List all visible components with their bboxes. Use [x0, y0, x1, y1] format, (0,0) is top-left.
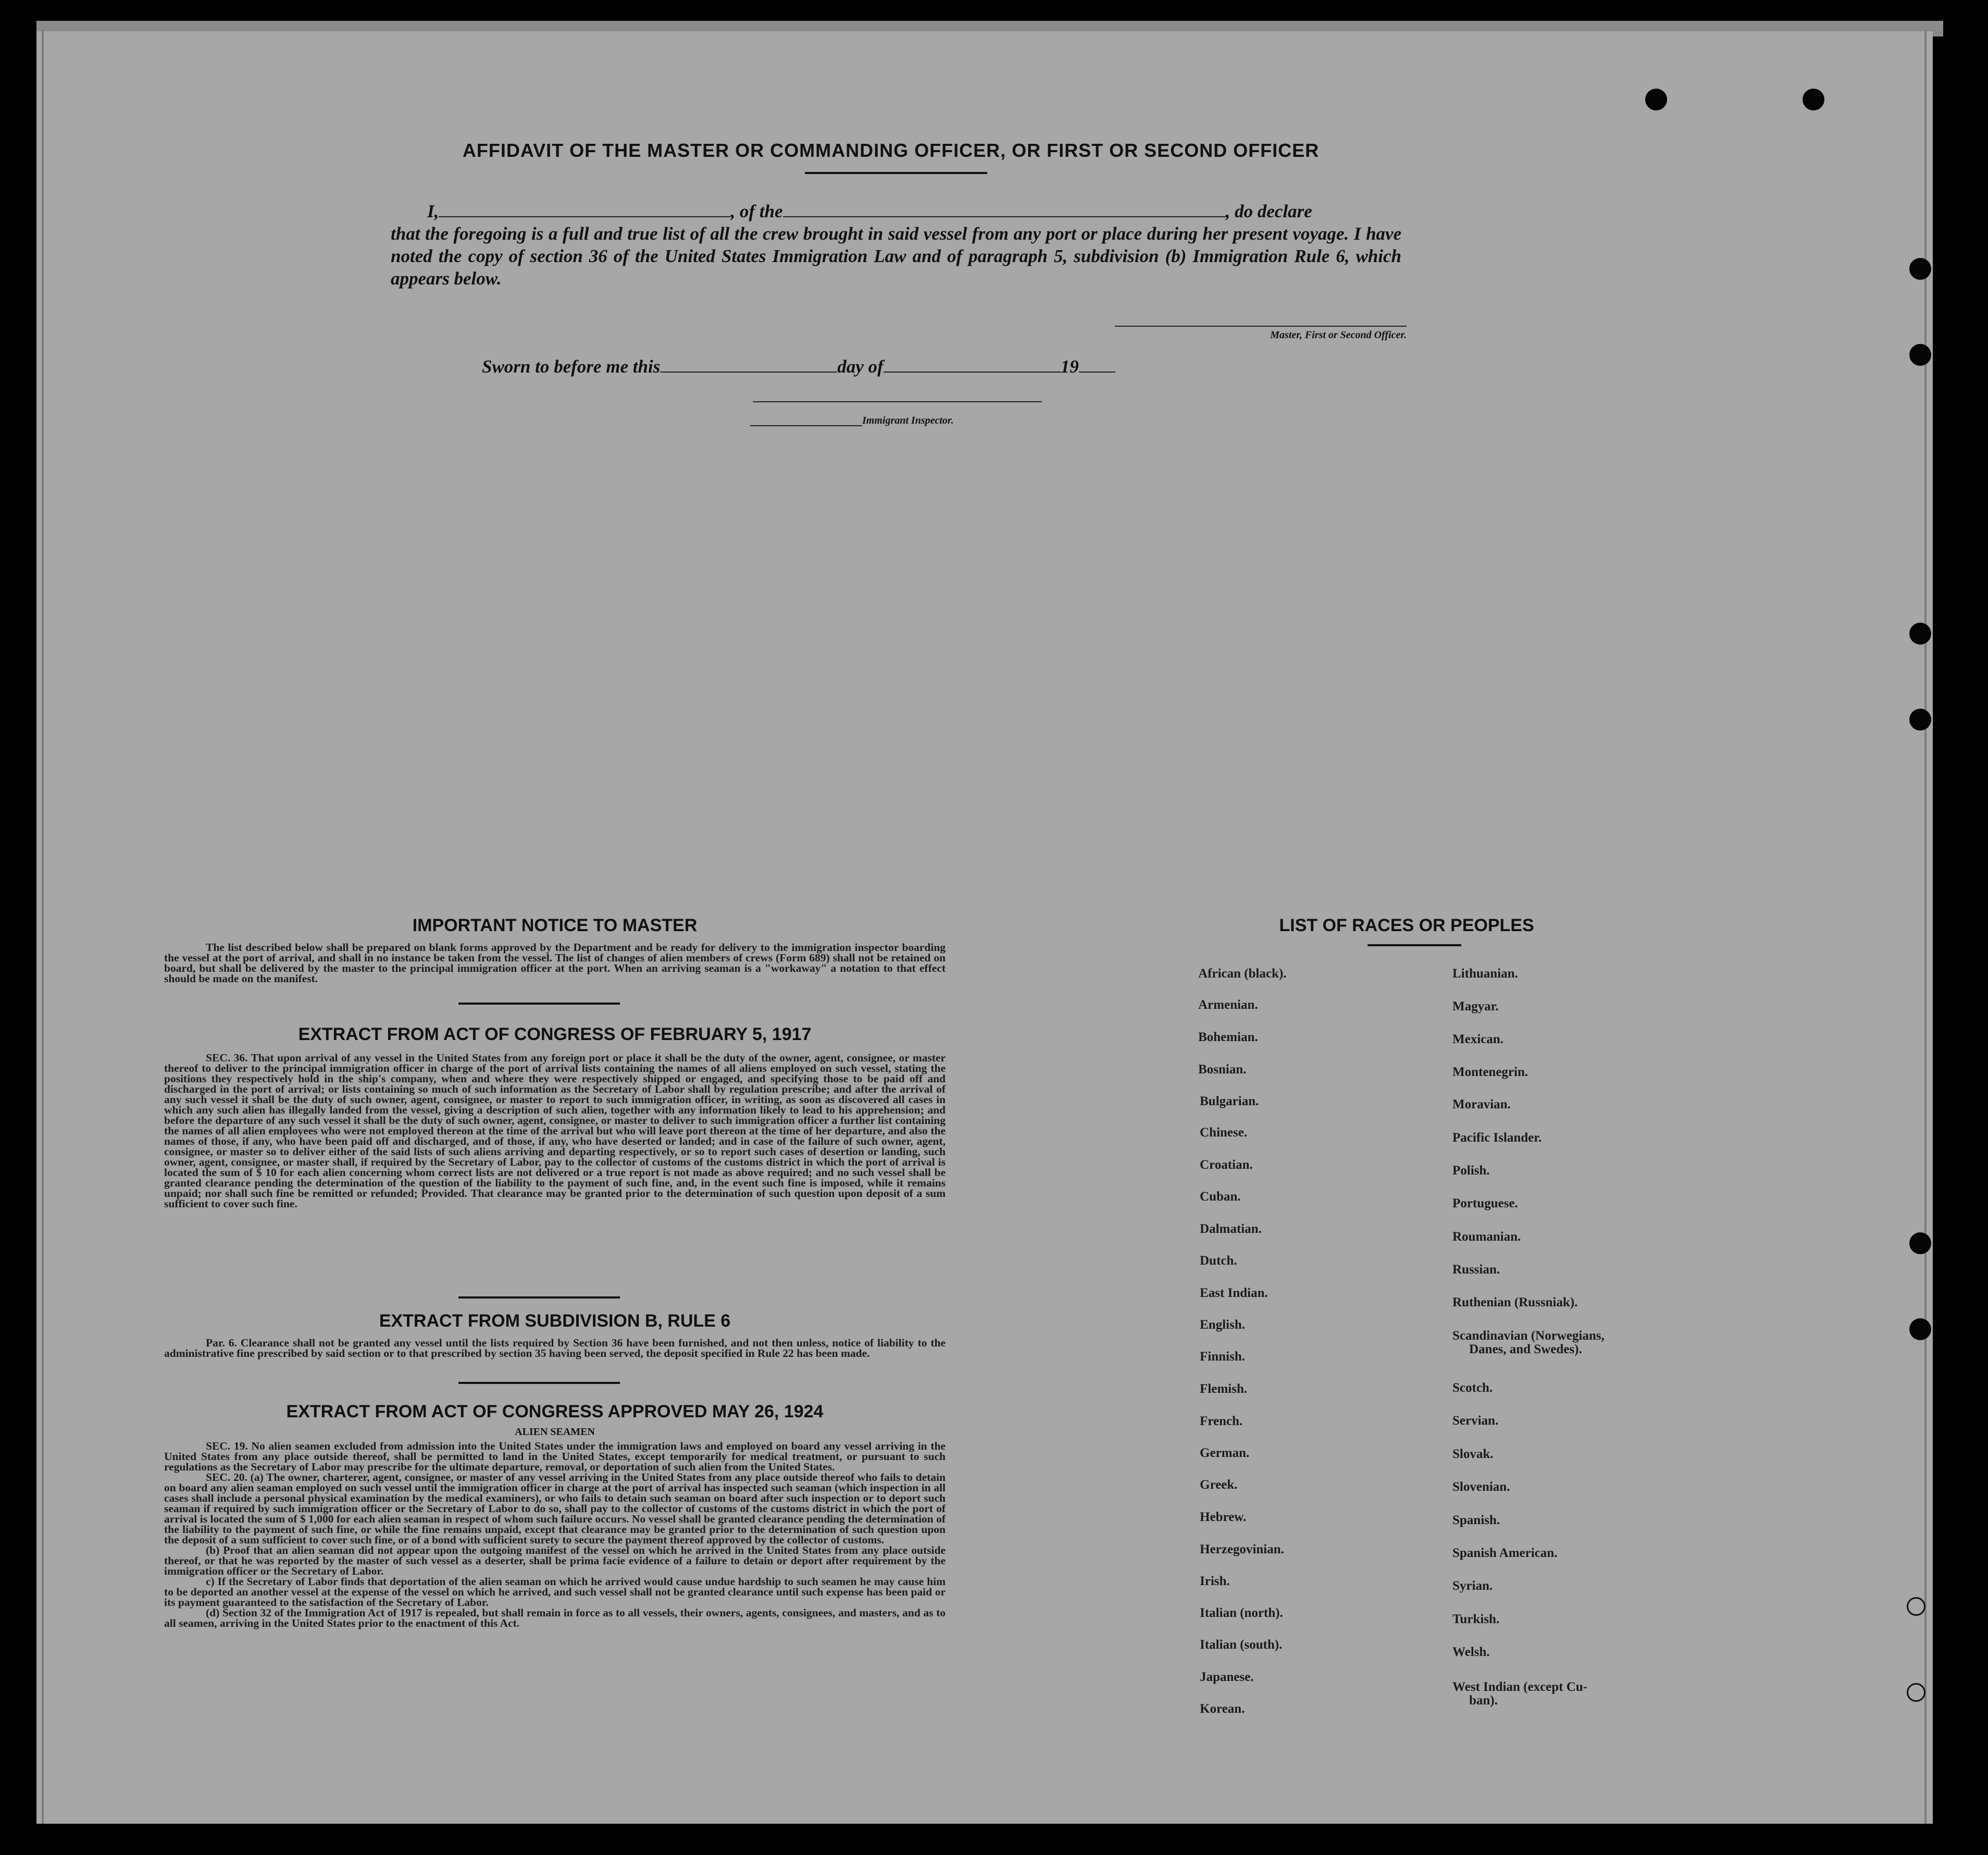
extract-1924-p3: (b) Proof that an alien seaman did not appear upon the outgoing manifest of the vessel on which he arrived in the United States from any place outside thereof, or that he was reported by the master of such vessel as a deserter, shall be prima facie evidence of a failure to detain or deport after requirement by the immigration officer or the Secretary of Labor. — [164, 1544, 946, 1577]
race-item: Scandinavian (Norwegians, — [1452, 1329, 1605, 1343]
sworn-month-blank[interactable] — [884, 358, 1061, 373]
race-item: Magyar. — [1452, 999, 1499, 1013]
race-item: Welsh. — [1452, 1645, 1490, 1659]
race-item: Korean. — [1200, 1702, 1245, 1716]
inspector-caption: Immigrant Inspector. — [862, 415, 954, 426]
page-right-shadow — [1924, 31, 1927, 1824]
punch-hole — [1907, 1597, 1925, 1616]
race-item: Dutch. — [1200, 1254, 1237, 1268]
extract-rule6-text: Par. 6. Clearance shall not be granted any vessel until the lists required by Section 36 have been furnished, and not then unless, notice of liability to the administrative fine prescribed by said section or to that prescribed by section 35 having been served, the deposit specified in Rule 22 has been made. — [164, 1337, 946, 1359]
i-word: I, — [427, 201, 439, 221]
punch-hole — [1909, 623, 1931, 645]
race-item: Italian (north). — [1200, 1606, 1283, 1620]
race-item: Flemish. — [1200, 1382, 1247, 1396]
race-item: Herzegovinian. — [1200, 1542, 1284, 1556]
inspector-line[interactable] — [750, 425, 862, 426]
race-item: Russian. — [1452, 1263, 1500, 1277]
sworn-line — [482, 356, 1115, 377]
race-item: Montenegrin. — [1452, 1065, 1529, 1079]
race-item: Finnish. — [1200, 1350, 1245, 1364]
punch-hole — [1909, 344, 1931, 366]
race-item: English. — [1200, 1318, 1245, 1332]
notice-title: IMPORTANT NOTICE TO MASTER — [412, 916, 698, 935]
extract-1924-subtitle: ALIEN SEAMEN — [515, 1426, 595, 1438]
race-item: French. — [1200, 1414, 1243, 1428]
extract-1917-title: EXTRACT FROM ACT OF CONGRESS OF FEBRUARY 5, 1917 — [298, 1024, 812, 1044]
signature-caption: Master, First or Second Officer. — [1270, 329, 1407, 341]
punch-hole — [1909, 1232, 1931, 1254]
notice-text: The list described below shall be prepared on blank forms approved by the Department and be ready for delivery to the immigration inspector boarding the vessel at the port of arrival, and shall in no instance be taken from the vessel. The list of changes of alien members of crews (Form 689) shall not be retained on board, but shall be delivered by the master to the principal immigration officer at the port. When an arriving seaman is a "workaway" a notation to that effect should be made on the manifest. — [164, 941, 946, 985]
race-item: Lithuanian. — [1452, 967, 1518, 981]
race-item: Chinese. — [1200, 1126, 1247, 1140]
race-item: Servian. — [1452, 1414, 1499, 1428]
page-left-shadow — [42, 31, 44, 1824]
punch-hole — [1909, 1318, 1931, 1340]
of-the: , of the — [730, 201, 783, 221]
extract-1924-p5: (d) Section 32 of the Immigration Act of 1917 is repealed, but shall remain in force as to all vessels, their owners, agents, consignees, and masters, and as to all seamen, arriving in the United States prior to the enactment of this Act. — [164, 1606, 946, 1629]
name-blank[interactable] — [439, 203, 730, 217]
declaration-text: that the foregoing is a full and true list of all the crew brought in said vessel from any port or place during her present voyage. I have noted the copy of section 36 of the United States Immigration Law and of paragraph 5, subdivision (b) Immigration Rule 6, which appears below. — [391, 224, 1401, 289]
signature-line[interactable] — [1115, 326, 1407, 327]
race-item: Italian (south). — [1200, 1638, 1283, 1652]
race-item: Spanish American. — [1452, 1546, 1558, 1560]
race-item: African (black). — [1198, 967, 1287, 981]
punch-hole — [1909, 709, 1931, 731]
race-item: Bulgarian. — [1200, 1094, 1259, 1108]
races-title: LIST OF RACES OR PEOPLES — [1279, 916, 1534, 935]
race-item: West Indian (except Cu- — [1452, 1680, 1588, 1694]
inspector-line-upper — [753, 401, 1042, 402]
race-item: Moravian. — [1452, 1097, 1511, 1111]
race-item: Armenian. — [1198, 998, 1258, 1012]
race-item: Cuban. — [1200, 1190, 1241, 1204]
vessel-blank[interactable] — [783, 203, 1226, 217]
race-item: Pacific Islander. — [1452, 1131, 1542, 1145]
races-title-underline — [1368, 944, 1461, 946]
title-underline — [805, 172, 987, 174]
sworn-prefix: Sworn to before me this — [482, 356, 661, 377]
race-item: Bohemian. — [1198, 1030, 1258, 1044]
race-item: Spanish. — [1452, 1513, 1500, 1527]
extract-1924-p4: c) If the Secretary of Labor finds that deportation of the alien seaman on which he arrived would cause undue hardship to such seamen he may cause him to be deported an another vessel at the expense of the vessel on which he arrived, and such vessel shall not be granted clearance until such expense has been paid or its payment guaranteed to the satisfaction of the Secretary of Labor. — [164, 1575, 946, 1609]
race-item: Dalmatian. — [1200, 1222, 1262, 1236]
race-item: Polish. — [1452, 1164, 1490, 1178]
extract-1917-text: SEC. 36. That upon arrival of any vessel in the United States from any foreign port or place it shall be the duty of the owner, agent, consignee, or master thereof to deliver to the principal immigration officer in charge of the port of arrival lists containing the names of all aliens employed on such vessel, stating the positions they respectively hold in the ship's company, when and where they were respectively shipped or engaged, and specifying those to be paid off and discharged in the port of arrival; or lists containing so much of such information as the Secretary of Labor shall by regulation prescribe; and after the arrival of any such vessel it shall be the duty of such owner, agent, consignee, or master to report to such immigration officer, in writing, as soon as discovered all cases in which any such alien has illegally landed from the vessel, giving a description of such alien, together with any information likely to lead to his apprehension; and before the departure of any such vessel it shall be the duty of such owner, agent, consignee, or master to deliver to such immigration officer a further list containing the names of all alien employees who were not employed thereon at the time of the arrival but who will leave port thereon at the time of her departure, and also the names of those, if any, who have been paid off and discharged, and of those, if any, who have deserted or landed; and in case of the failure of such owner, agent, consignee, or master so to deliver either of the said lists of such aliens arriving and departing respectively, or so to report such cases of desertion or landing, such owner, agent, consignee, or master shall, if required by the Secretary of Labor, pay to the collector of customs of the customs district in which the port of arrival is located the sum of $ 10 for each alien concerning whom correct lists are not delivered or a true report is not made as above required; and no such vessel shall be granted clearance pending the determination of the question of the liability to the payment of such fine, and, in the event such fine is imposed, while it remains unpaid; nor shall such fine be remitted or refunded; Provided. That clearance may be granted prior to the determination of such question upon deposit of a sum sufficient to cover such fine. — [164, 1052, 946, 1210]
extract-1924-p1: SEC. 19. No alien seamen excluded from admission into the United States under the immigration laws and employed on board any vessel arriving in the United States from any place outside thereof, shall be permitted to land in the United States, except temporarily for medical treatment, or pursuant to such regulations as the Secretary of Labor may prescribe for the ultimate departure, removal, or deportation of such alien from the United States. — [164, 1440, 946, 1473]
race-item: Ruthenian (Russniak). — [1452, 1295, 1578, 1309]
punch-hole — [1645, 89, 1667, 110]
extract-1924-title: EXTRACT FROM ACT OF CONGRESS APPROVED MAY 26, 1924 — [286, 1402, 824, 1421]
extract-rule6-divider — [458, 1382, 620, 1384]
race-item: ban). — [1469, 1693, 1498, 1708]
race-item: Danes, and Swedes). — [1469, 1342, 1582, 1356]
extract-1924-body — [164, 1441, 946, 1628]
race-item: Mexican. — [1452, 1032, 1504, 1046]
race-item: Slovenian. — [1452, 1480, 1510, 1494]
race-item: Syrian. — [1452, 1579, 1493, 1593]
race-item: Slovak. — [1452, 1447, 1494, 1461]
race-item: Roumanian. — [1452, 1230, 1521, 1244]
day-of: day of — [837, 356, 884, 377]
notice-divider — [458, 1003, 620, 1005]
do-declare: , do declare — [1225, 201, 1312, 221]
punch-hole — [1803, 89, 1824, 110]
affidavit-title: AFFIDAVIT OF THE MASTER OR COMMANDING OFFICER, OR FIRST OR SECOND OFFICER — [462, 140, 1320, 161]
race-item: Irish. — [1200, 1574, 1230, 1588]
sworn-year-blank[interactable] — [1079, 358, 1115, 373]
race-item: Scotch. — [1452, 1381, 1493, 1395]
race-item: Turkish. — [1452, 1612, 1500, 1626]
race-item: East Indian. — [1200, 1286, 1268, 1300]
punch-hole — [1907, 1683, 1925, 1702]
race-item: Hebrew. — [1200, 1510, 1247, 1524]
year-prefix: 19 — [1060, 356, 1079, 377]
race-item: German. — [1200, 1446, 1250, 1460]
race-item: Japanese. — [1200, 1670, 1254, 1684]
punch-hole — [1909, 258, 1931, 280]
race-item: Portuguese. — [1452, 1196, 1518, 1210]
race-item: Greek. — [1200, 1478, 1238, 1492]
race-item: Bosnian. — [1198, 1062, 1247, 1077]
extract-rule6-title: EXTRACT FROM SUBDIVISION B, RULE 6 — [379, 1311, 731, 1331]
race-item: Croatian. — [1200, 1158, 1253, 1172]
extract-1924-p2: SEC. 20. (a) The owner, charterer, agent, consignee, or master of any vessel arriving in the United States from any place outside thereof who fails to detain on board any alien seaman employed on such vessel until the immigration officer in charge at the port of arrival has inspected such seaman (which inspection in all cases shall include a personal physical examination by the medical examiners), or who fails to detain such seaman on board after such inspection or to deport such seaman if required by such immigration officer or the Secretary of Labor to do so, shall pay to the collector of customs of the customs district in which the port of arrival is located the sum of $ 1,000 for each alien seaman in respect of whom such failure occurs. No vessel shall be granted clearance pending the determination of the liability to the payment of such fine, or while the fine remains unpaid, except that clearance may be granted prior to the determination of such question upon the deposit of a sum sufficient to cover such fine, or of a bond with sufficient surety to secure the payment thereof approved by the collector of customs. — [164, 1471, 946, 1546]
sworn-day-blank[interactable] — [660, 358, 837, 373]
affidavit-declaration — [391, 200, 1412, 290]
extract-1917-divider — [458, 1296, 620, 1298]
